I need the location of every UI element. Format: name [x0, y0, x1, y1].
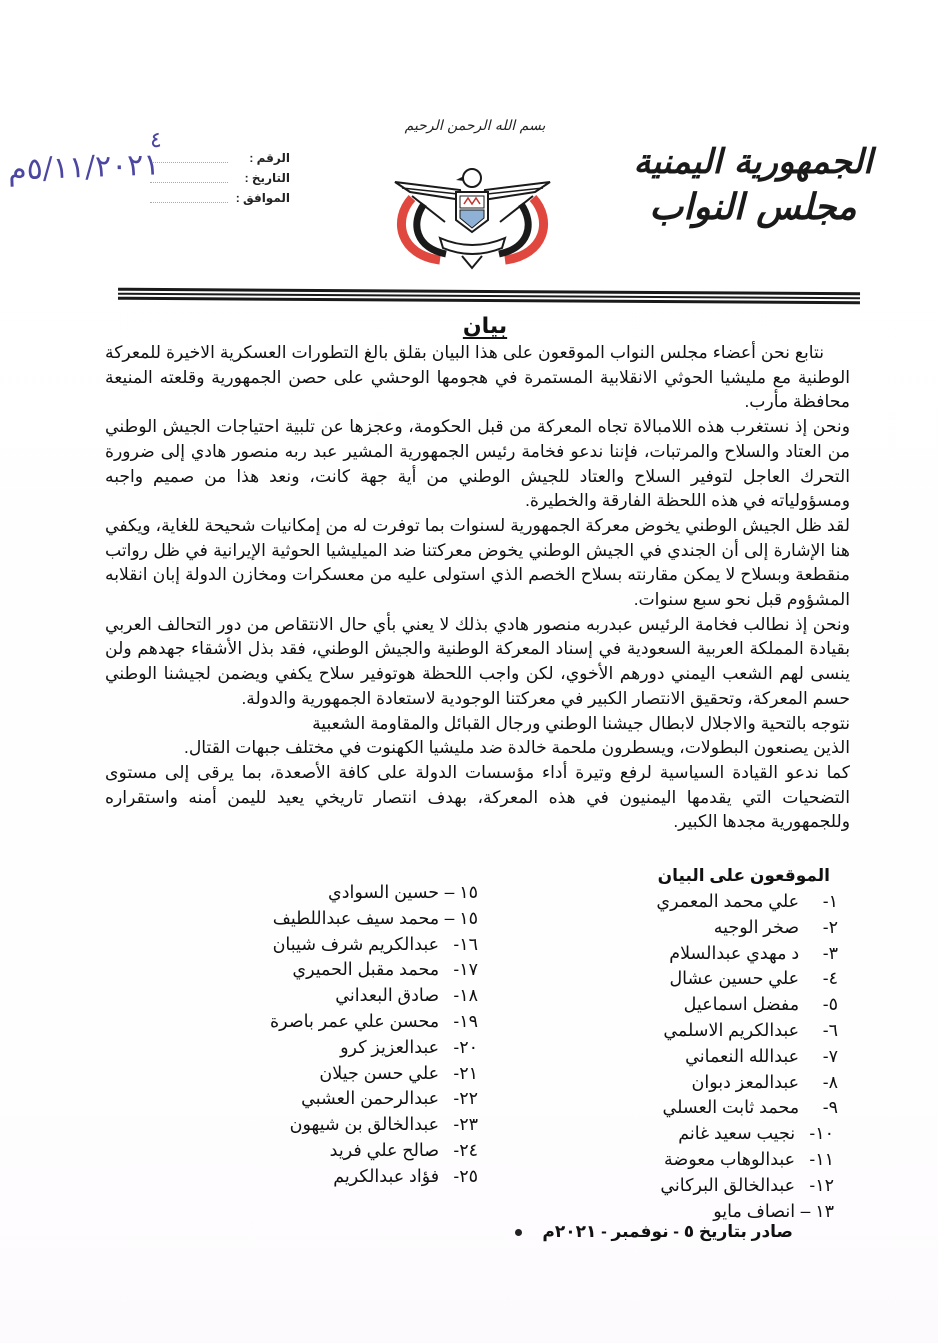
signatory: ١٢- عبدالخالق البركاني — [660, 1174, 834, 1195]
signatory: ١- علي محمد المعمري — [656, 891, 838, 911]
paragraph: ونحن إذ نطالب فخامة الرئيس عبدربه منصور هادي بذلك لا يعني بأي حال الانتقاص من دور التحالف العربي بقيادة المملكة العربية السعودية في إسناد المعركة الوطنية والجيش الوطني، فقد بذل الأشقاء جهدهم ولن ينسى لهم الشعب اليمني دورهم الأخوي، لكن واجب اللحظة هوتوفير سلاح يكفي ويضمن لجيشنا الوطني حسم المعركة، وتحقيق الانتصار الكبير في معركتنا الوجودية لاستعادة الجمهورية والدولة. — [105, 613, 850, 708]
signatory: ٢٤- صالح علي فريد — [329, 1139, 478, 1160]
paragraph: ونحن إذ نستغرب هذه اللامبالاة تجاه المعركة من قبل الحكومة، وعجزها عن تلبية احتياجات الجيش الوطني من العتاد والسلاح والمرتبات، فإننا ندعو فخامة رئيس الجمهورية المشير عبد ربه منصور هادي إلى ضرورة التحرك العاجل لتوفير السلاح والعتاد للجيش الوطني من أية جهة كانت، ونعد هذا من صميم واجبه ومسؤولياته في هذه اللحظة الفارقة والخطيرة. — [105, 416, 850, 511]
signatory: ٢٣- عبدالخالق بن شيهون — [289, 1114, 478, 1135]
bullet-icon — [515, 1229, 522, 1236]
header-separator — [118, 288, 860, 309]
signatory: ٥- مفضل اسماعيل — [683, 994, 838, 1015]
signatory: ١٣ – انصاف مايو — [713, 1200, 834, 1221]
country-name: الجمهورية اليمنية — [633, 142, 873, 182]
paragraph: نتابع نحن أعضاء مجلس النواب الموقعون على هذا البيان بقلق بالغ التطورات العسكرية الاخيرة للمعركة الوطنية مع مليشيا الحوثي الانقلابية المستمرة في هجومها الوحشي على حصن الجمهورية وقلعته المنيعة محافظة مأرب. — [105, 342, 850, 412]
ref-number-field — [150, 153, 228, 163]
signatory: ٢٥- فؤاد عبدالكريم — [333, 1165, 478, 1186]
reference-block — [150, 148, 290, 208]
signatory: ١٩- محسن علي عمر باصرة — [270, 1010, 478, 1031]
signatory: ١٧- محمد مقبل الحميري — [292, 959, 478, 980]
paragraph: الذين يصنعون البطولات، ويسطرون ملحمة خالدة ضد مليشيا الكهنوت في مختلف جبهات القتال. — [184, 737, 850, 758]
ref-date-field — [150, 173, 228, 183]
statement-body — [105, 340, 850, 834]
signatory: ٨- عبدالمعز دبوان — [691, 1071, 838, 1092]
document-title: بيان — [462, 313, 508, 338]
ref-corresponding-label: الموافق : — [235, 191, 290, 205]
basmala: بسم الله الرحمن الرحيم — [404, 118, 546, 134]
paragraph: كما ندعو القيادة السياسية لرفع وتيرة أداء مؤسسات الدولة على كافة الأصعدة، بما يرقى إلى مستوى التضحيات التي يقدمها اليمنيون في هذه المعركة، بهدف انتصار تاريخي يعيد لليمن أمنه واستقراره وللجمهورية مجدها الكبير. — [105, 761, 850, 832]
signatory: ٩- محمد ثابت العسلي — [662, 1097, 838, 1118]
ref-number-label: الرقم : — [249, 151, 290, 165]
institution-name: مجلس النواب — [649, 186, 857, 228]
signatory: ٢٢- عبدالرحمن العشبي — [301, 1088, 478, 1109]
paragraph: لقد ظل الجيش الوطني يخوض معركة الجمهورية لسنوات بما توفرت له من إمكانيات شحيحة للغاية، ويكفي هنا الإشارة إلى أن الجندي في الجيش الوطني يخوض معركتنا ضد الميليشيا الحوثية الإيرانية في ظل رواتب منقطعة وبسلاح لا يمكن مقارنته بسلاح الخصم الذي استولى عليه من معسكرات ومخازن الدولة إبان انقلابه المشؤوم قبل نحو سبع سنوات. — [105, 514, 850, 610]
signatory: ١٨- صادق البعداني — [335, 985, 478, 1006]
paragraph: نتوجه بالتحية والاجلال لابطال جيشنا الوطني ورجال القبائل والمقاومة الشعبية — [312, 712, 850, 733]
ref-corresponding-row — [150, 188, 290, 208]
signatory: ١٦- عبدالكريم شرف شيبان — [272, 933, 478, 954]
signatory: ٢١- علي حسن جيلان — [319, 1062, 478, 1083]
ref-date-label: التاريخ : — [244, 171, 290, 185]
signatory: ٦- عبدالكريم الاسلمي — [663, 1019, 838, 1040]
signatory: ١١- عبدالوهاب معوضة — [663, 1148, 834, 1169]
signatory: ٣- د مهدي عبدالسلام — [669, 942, 838, 963]
signatories-list-right — [578, 889, 838, 1224]
yemen-emblem-icon — [390, 160, 555, 270]
signatory: ٢- صخر الوجيه — [713, 916, 838, 937]
signatory: ١٥ – محمد سيف عبداللطيف — [272, 907, 478, 928]
ref-date-row — [150, 168, 290, 188]
signatory: ٤- علي حسين عشال — [669, 968, 838, 989]
issued-date: صادر بتاريخ ٥ - نوفمبر - ٢٠٢١م — [542, 1222, 793, 1241]
letterhead-title — [618, 140, 888, 230]
handwritten-superscript: ٤ — [150, 128, 162, 153]
ref-number-row — [150, 148, 290, 168]
signatory: ١٥ – حسين السوادي — [328, 882, 478, 902]
ref-corresponding-field — [150, 193, 228, 203]
handwritten-date: ٥/١١/٢٠٢١م — [7, 147, 161, 188]
signatory: ٧- عبدالله النعماني — [685, 1045, 838, 1066]
signatory: ٢٠- عبدالعزيز كرو — [340, 1036, 478, 1057]
signatories-heading: الموقعون على البيان — [657, 866, 830, 885]
signatory: ١٠- نجيب سعيد غانم — [678, 1123, 834, 1144]
signatories-list-left — [238, 880, 478, 1190]
issued-date-line — [515, 1222, 793, 1242]
